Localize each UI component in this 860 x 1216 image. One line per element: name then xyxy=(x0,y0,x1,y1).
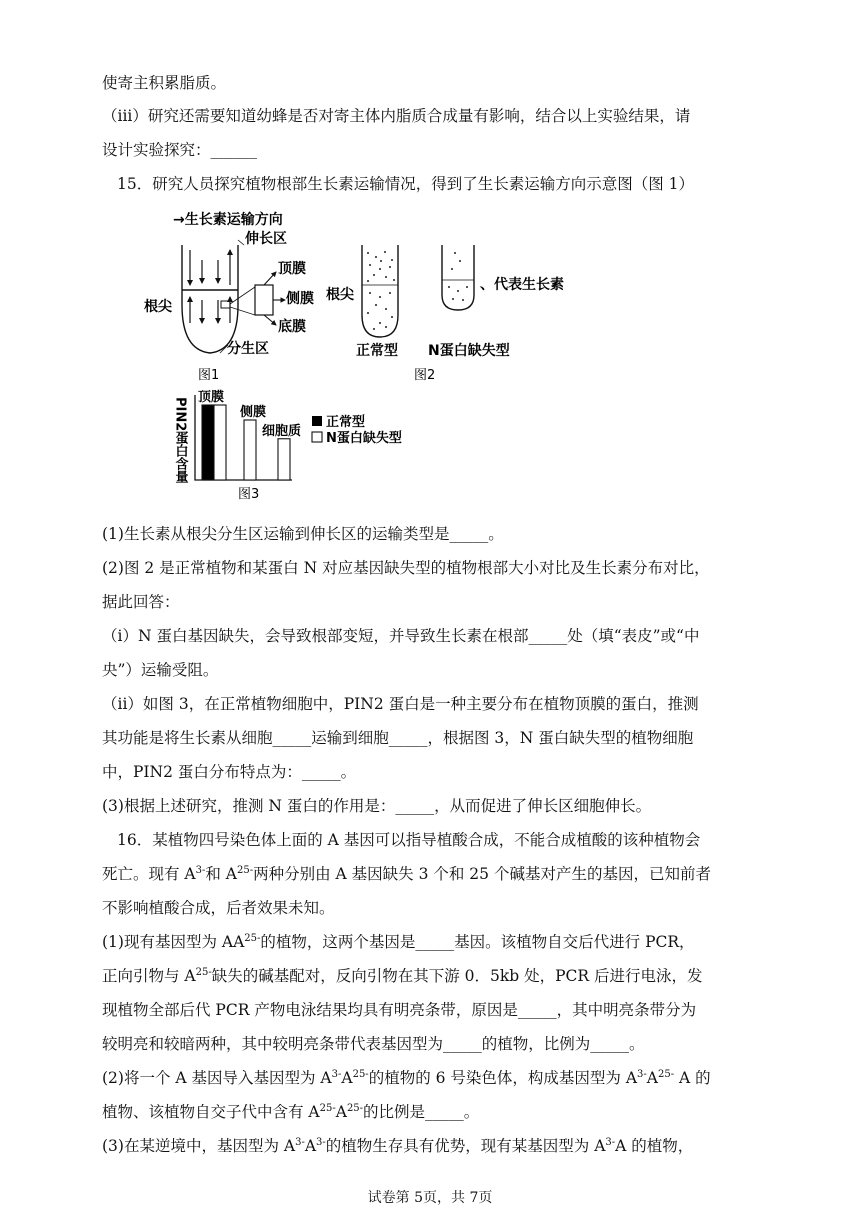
legend-arrow-text: →生长素运输方向 xyxy=(173,212,283,228)
fig1-arrows xyxy=(190,250,230,323)
fig2-label-mutant: N蛋白缺失型 xyxy=(428,343,510,359)
text-line: 正向引物与 $A^{25-}$缺失的碱基配对，反向引物在其下游 0．5kb 处，PCR 后进行电泳，发 xyxy=(102,966,703,985)
legend-mutant-label: N蛋白缺失型 xyxy=(326,431,402,446)
bar-2-mutant xyxy=(278,439,290,480)
bar-1-mutant xyxy=(244,420,256,480)
text-line: 现植物全部后代 PCR 产物电泳结果均具有明亮条带，原因是_____，其中明亮条带分为 xyxy=(102,1001,697,1019)
question-16-2: (2)将一个 A 基因导入基因型为 $A^{3-}A^{25-}$的植物的 6 号染色体，构成基因型为 $A^{3-}A^{25-}$ A 的 xyxy=(102,1068,711,1087)
text-line: 植物、该植物自交子代中含有 $A^{25-}A^{25-}$的比例是_____。 xyxy=(102,1102,480,1121)
label-elongation: 伸长区 xyxy=(245,231,287,247)
text-line: 较明亮和较暗两种，其中较明亮条带代表基因型为_____的植物，比例为_____。 xyxy=(102,1035,645,1053)
bar-0-normal xyxy=(202,405,214,480)
page-footer: 试卷第 5页，共 7页 xyxy=(367,1190,493,1206)
fig2-label-auxin: 、代表生长素 xyxy=(480,277,564,293)
fig2-normal-root xyxy=(362,245,398,337)
legend-normal-swatch xyxy=(312,416,322,426)
fig1-caption: 图1 xyxy=(198,368,220,383)
figure-svg xyxy=(140,205,580,505)
text-line: 使寄主积累脂质。 xyxy=(102,74,227,92)
fig3-caption: 图3 xyxy=(238,487,260,502)
question-16: 16．某植物四号染色体上面的 A 基因可以指导植酸合成，不能合成植酸的该种植物会 xyxy=(117,831,701,849)
question-15-2: (2)图 2 是正常植物和某蛋白 N 对应基因缺失型的植物根部大小对比及生长素分布对比， xyxy=(102,559,710,577)
legend-normal-label: 正常型 xyxy=(326,415,366,430)
bar-0-mutant xyxy=(214,405,226,480)
question-15: 15．研究人员探究植物根部生长素运输情况，得到了生长素运输方向示意图（图 1） xyxy=(117,175,695,193)
text-line: 死亡。现有 $A^{3-}$和 $A^{25-}$两种分别由 A 基因缺失 3 个和 25 个碱基对产生的基因，已知前者 xyxy=(102,864,711,883)
category-label: 侧膜 xyxy=(240,405,267,420)
text-line: （iii）研究还需要知道幼蜂是否对寄主体内脂质合成量有影响，结合以上实验结果，请 xyxy=(102,107,691,125)
question-15-1: (1)生长素从根尖分生区运输到伸长区的运输类型是_____。 xyxy=(102,525,504,543)
text-line: 设计实验探究：______ xyxy=(102,141,258,159)
label-root-tip: 根尖 xyxy=(144,299,172,315)
auxin-dots-normal xyxy=(367,251,395,330)
label-meristem: 分生区 xyxy=(227,341,269,357)
fig3-ylabel: PIN2蛋白含量 xyxy=(172,397,188,484)
label-lateral: 侧膜 xyxy=(286,291,314,307)
text-line: 央”）运输受阻。 xyxy=(102,661,219,679)
text-line: 中，PIN2 蛋白分布特点为：_____。 xyxy=(102,763,357,781)
legend-mutant-swatch xyxy=(312,432,322,442)
fig3-chart xyxy=(195,389,301,480)
label-apical: 顶膜 xyxy=(278,261,306,277)
fig2-caption: 图2 xyxy=(414,368,436,383)
fig2-label-normal: 正常型 xyxy=(356,343,398,359)
category-label: 细胞质 xyxy=(262,423,302,439)
text-line: 据此回答： xyxy=(102,593,180,611)
fig2-mutant-root xyxy=(442,245,474,310)
fig2-label-root-tip: 根尖 xyxy=(326,287,354,303)
question-16-3: (3)在某逆境中，基因型为 $A^{3-}A^{3-}$的植物生存具有优势，现有某基因型为 $A^{3-}A$ 的植物， xyxy=(102,1136,694,1155)
question-16-1: (1)现有基因型为 $AA^{25-}$的植物，这两个基因是_____基因。该植物自交后代进行 PCR， xyxy=(102,932,695,951)
question-15-2-ii: （ii）如图 3，在正常植物细胞中，PIN2 蛋白是一种主要分布在植物顶膜的蛋白，推测 xyxy=(102,695,699,713)
text-line: 其功能是将生长素从细胞_____运输到细胞_____，根据图 3，N 蛋白缺失型的植物细胞 xyxy=(102,729,694,747)
text-line: 不影响植酸合成，后者效果未知。 xyxy=(102,899,335,917)
question-15-2-i: （i）N 蛋白基因缺失，会导致根部变短，并导致生长素在根部_____处（填“表皮”或“中 xyxy=(102,627,700,645)
label-basal: 底膜 xyxy=(278,319,306,335)
auxin-dots-mutant xyxy=(448,252,468,301)
question-15-3: (3)根据上述研究，推测 N 蛋白的作用是：_____，从而促进了伸长区细胞伸长。 xyxy=(102,797,652,815)
figure-auxin xyxy=(140,205,580,505)
category-label: 顶膜 xyxy=(198,390,225,405)
